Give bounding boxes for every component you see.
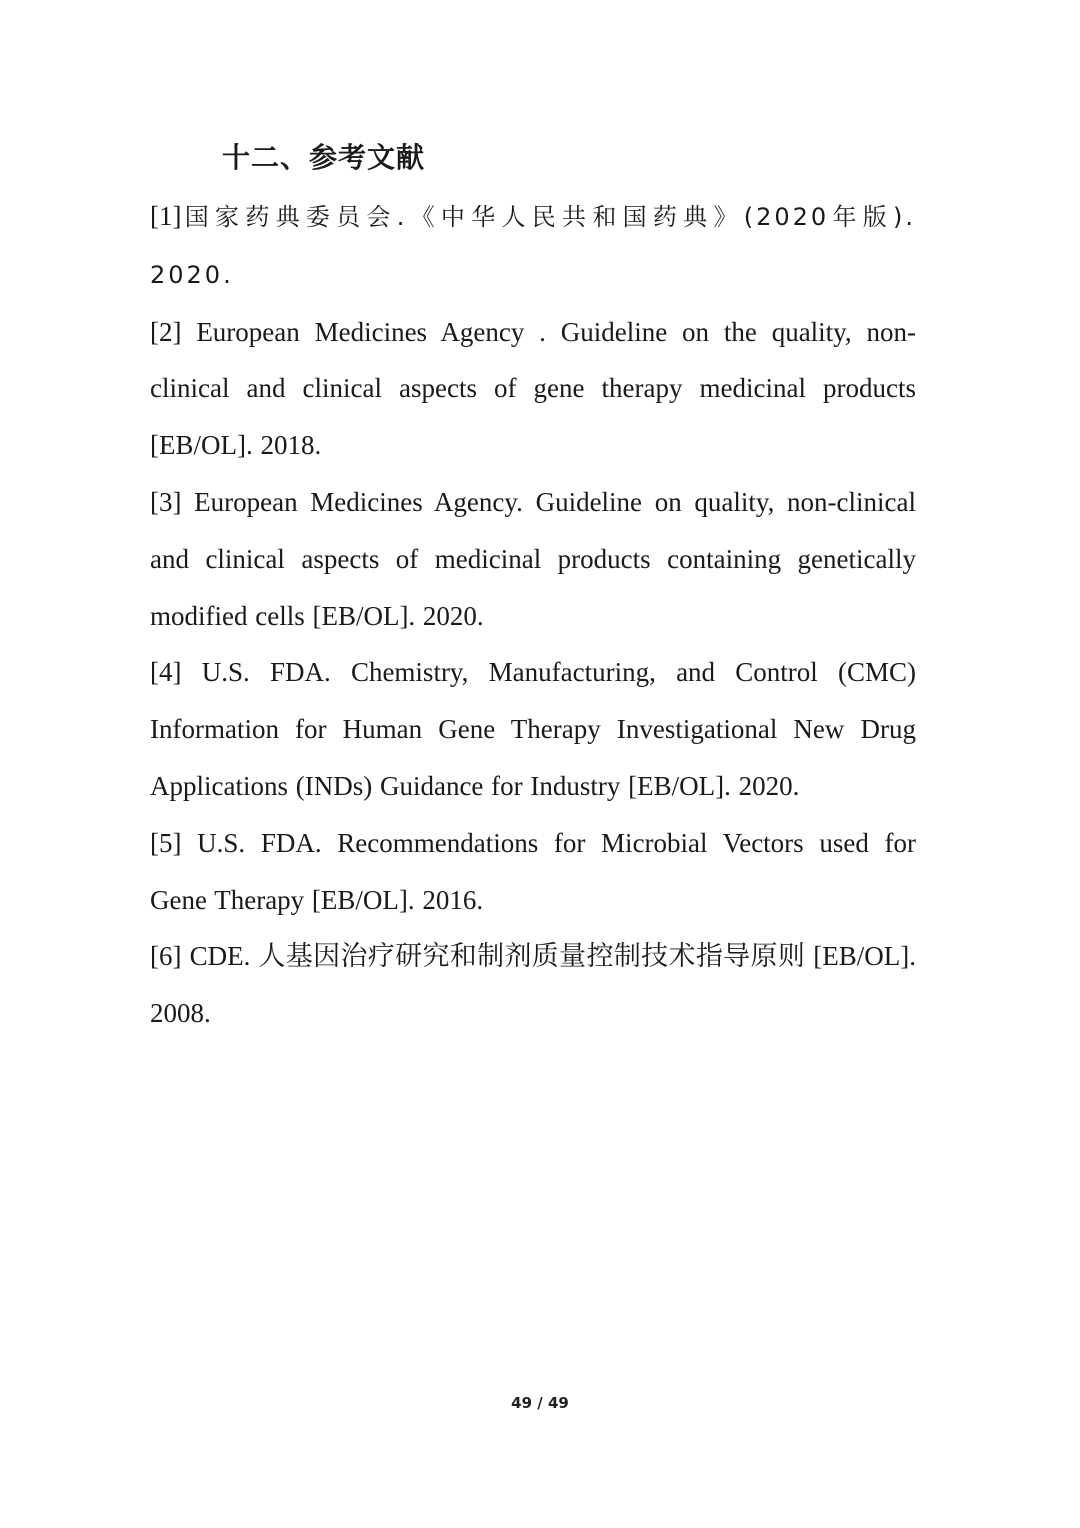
reference-item-5 [150, 815, 916, 929]
reference-text: CDE. 人基因治疗研究和制剂质量控制技术指导原则 [EB/OL]. 2008. [150, 941, 916, 1029]
reference-text: 国家药典委员会.《中华人民共和国药典》(2020年版). 2020. [150, 203, 916, 289]
reference-id: [3] [150, 486, 182, 517]
reference-text: U.S. FDA. Chemistry, Manufacturing, and Control (CMC) Information for Human Gene Therapy Investigational New Drug Applications (INDs) Guidance for Industry [EB/OL]. 2020. [150, 657, 917, 801]
reference-id: [2] [150, 316, 182, 347]
reference-text: European Medicines Agency. Guideline on quality, non-clinical and clinical aspects of medicinal products containing genetically modified cells [EB/OL]. 2020. [150, 486, 916, 631]
reference-item-1 [150, 188, 916, 304]
reference-item-2 [150, 304, 916, 474]
reference-item-3 [150, 474, 916, 644]
reference-id: [4] [150, 657, 182, 688]
reference-id: [1] [150, 201, 182, 231]
reference-item-6 [150, 928, 916, 1042]
reference-id: [5] [150, 827, 182, 858]
page-number: 49 / 49 [511, 1394, 569, 1412]
reference-text: U.S. FDA. Recommendations for Microbial Vectors used for Gene Therapy [EB/OL]. 2016. [150, 827, 916, 915]
reference-id: [6] [150, 941, 182, 972]
section-heading: 十二、参考文献 [222, 141, 426, 174]
reference-text: European Medicines Agency . Guideline on the quality, non-clinical and clinical aspects of gene therapy medicinal products [EB/OL]. 2018. [150, 316, 916, 461]
reference-list [150, 188, 916, 1042]
reference-item-4 [150, 644, 916, 814]
